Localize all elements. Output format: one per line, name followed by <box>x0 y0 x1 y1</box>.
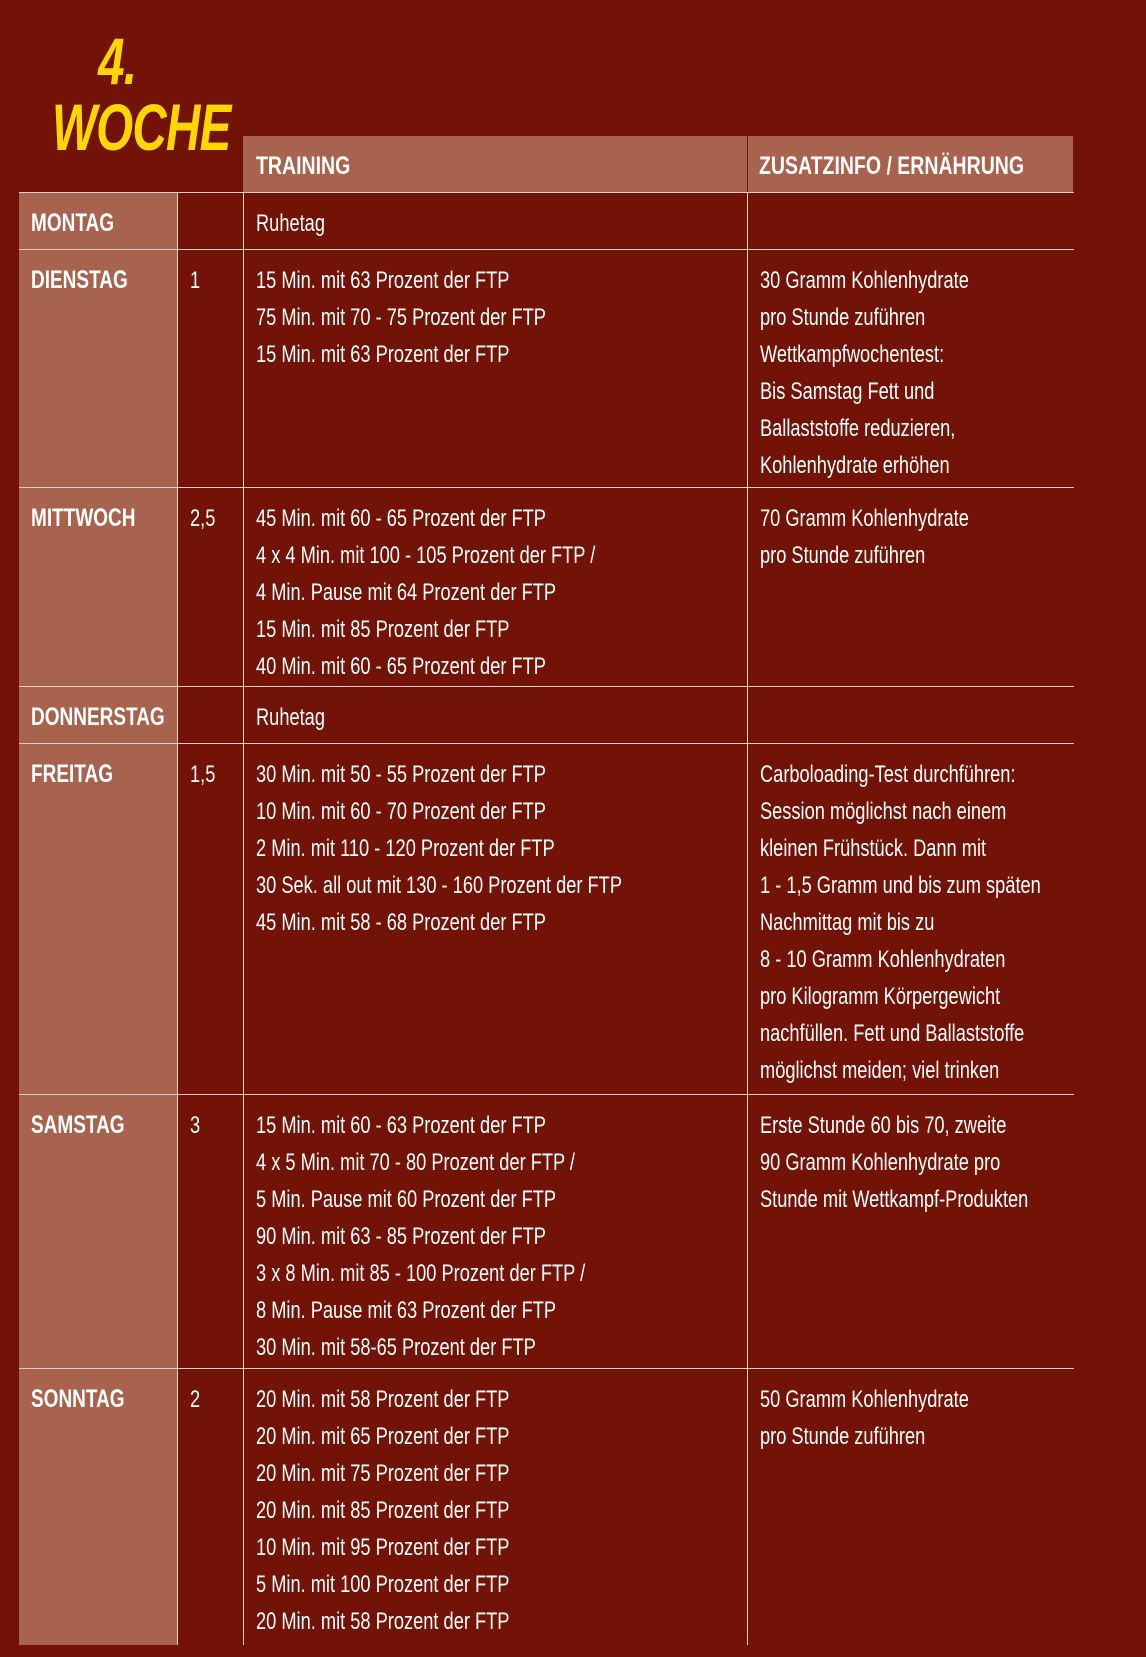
training-line: 4 x 5 Min. mit 70 - 80 Prozent der FTP / <box>256 1149 575 1176</box>
training-text <box>256 1107 585 1366</box>
hours-cell <box>177 488 244 686</box>
training-line: 4 Min. Pause mit 64 Prozent der FTP <box>256 579 557 606</box>
training-line: 10 Min. mit 60 - 70 Prozent der FTP <box>256 798 546 825</box>
table-row <box>19 1094 1074 1368</box>
info-line: 50 Gramm Kohlenhydrate <box>760 1386 969 1413</box>
info-line: pro Stunde zuführen <box>760 304 926 331</box>
training-line: 10 Min. mit 95 Prozent der FTP <box>256 1534 510 1561</box>
info-cell <box>747 488 1075 686</box>
table-row <box>19 1368 1074 1645</box>
info-line: 90 Gramm Kohlenhydrate pro <box>760 1149 1001 1176</box>
header-divider <box>747 136 748 192</box>
day-label: DIENSTAG <box>31 266 128 294</box>
hours-cell <box>177 193 244 249</box>
training-line: 15 Min. mit 63 Prozent der FTP <box>256 267 510 294</box>
training-line: 8 Min. Pause mit 63 Prozent der FTP <box>256 1297 557 1324</box>
training-text <box>256 756 622 941</box>
day-label: FREITAG <box>31 760 113 788</box>
training-table <box>19 192 1074 1645</box>
day-label: MONTAG <box>31 209 115 237</box>
training-text <box>256 205 325 242</box>
week-title <box>52 24 231 164</box>
day-cell <box>19 488 177 686</box>
day-cell <box>19 193 177 249</box>
training-line: Ruhetag <box>256 210 325 237</box>
info-cell <box>747 744 1075 1094</box>
hours-value: 1,5 <box>190 761 216 788</box>
training-line: 15 Min. mit 63 Prozent der FTP <box>256 341 510 368</box>
info-line: Session möglichst nach einem <box>760 798 1007 825</box>
info-text <box>760 1381 969 1455</box>
info-line: kleinen Frühstück. Dann mit <box>760 835 987 862</box>
training-cell <box>243 744 747 1094</box>
training-text <box>256 262 546 373</box>
hours-cell <box>177 1369 244 1645</box>
day-label: SAMSTAG <box>31 1111 125 1139</box>
info-cell <box>747 687 1075 743</box>
training-text <box>256 699 325 736</box>
training-cell <box>243 250 747 487</box>
info-text <box>760 500 969 574</box>
training-line: 20 Min. mit 58 Prozent der FTP <box>256 1608 510 1635</box>
training-cell <box>243 193 747 249</box>
hours-cell <box>177 250 244 487</box>
week-word: WOCHE <box>52 90 231 164</box>
training-line: 3 x 8 Min. mit 85 - 100 Prozent der FTP / <box>256 1260 586 1287</box>
hours-cell <box>177 1095 244 1368</box>
header-zusatzinfo: ZUSATZINFO / ERNÄHRUNG <box>759 152 1025 180</box>
day-cell <box>19 250 177 487</box>
training-line: 15 Min. mit 60 - 63 Prozent der FTP <box>256 1112 546 1139</box>
training-text <box>256 500 595 685</box>
info-line: Ballaststoffe reduzieren, <box>760 415 956 442</box>
table-row <box>19 743 1074 1094</box>
info-cell <box>747 193 1075 249</box>
info-line: 8 - 10 Gramm Kohlenhydraten <box>760 946 1006 973</box>
training-line: 75 Min. mit 70 - 75 Prozent der FTP <box>256 304 546 331</box>
info-line: Carboloading-Test durchführen: <box>760 761 1016 788</box>
hours-value: 1 <box>190 267 201 294</box>
info-line: Nachmittag mit bis zu <box>760 909 935 936</box>
table-row <box>19 249 1074 487</box>
info-line: Bis Samstag Fett und <box>760 378 935 405</box>
training-line: 30 Min. mit 50 - 55 Prozent der FTP <box>256 761 546 788</box>
day-cell <box>19 744 177 1094</box>
hours-value: 2 <box>190 1386 201 1413</box>
info-text <box>760 756 1041 1089</box>
info-line: 70 Gramm Kohlenhydrate <box>760 505 969 532</box>
info-line: pro Kilogramm Körpergewicht <box>760 983 1001 1010</box>
training-text <box>256 1381 509 1640</box>
training-line: 30 Min. mit 58-65 Prozent der FTP <box>256 1334 536 1361</box>
table-row <box>19 686 1074 743</box>
table-row <box>19 487 1074 686</box>
training-cell <box>243 687 747 743</box>
hours-cell <box>177 687 244 743</box>
training-line: 2 Min. mit 110 - 120 Prozent der FTP <box>256 835 555 862</box>
training-line: 5 Min. Pause mit 60 Prozent der FTP <box>256 1186 557 1213</box>
hours-value: 2,5 <box>190 505 216 532</box>
day-label: SONNTAG <box>31 1385 125 1413</box>
training-line: 45 Min. mit 58 - 68 Prozent der FTP <box>256 909 546 936</box>
day-cell <box>19 1095 177 1368</box>
day-cell <box>19 1369 177 1645</box>
hours-value: 3 <box>190 1112 201 1139</box>
info-text <box>760 262 969 484</box>
info-line: pro Stunde zuführen <box>760 542 926 569</box>
info-line: Erste Stunde 60 bis 70, zweite <box>760 1112 1007 1139</box>
info-cell <box>747 1369 1075 1645</box>
week-number: 4. <box>98 24 137 98</box>
training-line: 20 Min. mit 65 Prozent der FTP <box>256 1423 510 1450</box>
info-line: nachfüllen. Fett und Ballaststoffe <box>760 1020 1025 1047</box>
info-line: pro Stunde zuführen <box>760 1423 926 1450</box>
day-label: MITTWOCH <box>31 504 136 532</box>
training-line: 15 Min. mit 85 Prozent der FTP <box>256 616 510 643</box>
info-line: 30 Gramm Kohlenhydrate <box>760 267 969 294</box>
info-line: möglichst meiden; viel trinken <box>760 1057 1000 1084</box>
training-cell <box>243 1369 747 1645</box>
info-line: Wettkampfwochentest: <box>760 341 945 368</box>
info-cell <box>747 1095 1075 1368</box>
hours-cell <box>177 744 244 1094</box>
training-line: 20 Min. mit 58 Prozent der FTP <box>256 1386 510 1413</box>
training-line: 90 Min. mit 63 - 85 Prozent der FTP <box>256 1223 546 1250</box>
day-cell <box>19 687 177 743</box>
table-row <box>19 192 1074 249</box>
training-cell <box>243 488 747 686</box>
day-label: DONNERSTAG <box>31 703 165 731</box>
training-line: 40 Min. mit 60 - 65 Prozent der FTP <box>256 653 546 680</box>
info-line: Stunde mit Wettkampf-Produkten <box>760 1186 1029 1213</box>
training-line: 4 x 4 Min. mit 100 - 105 Prozent der FTP / <box>256 542 596 569</box>
info-cell <box>747 250 1075 487</box>
info-line: Kohlenhydrate erhöhen <box>760 452 950 479</box>
info-line: 1 - 1,5 Gramm und bis zum späten <box>760 872 1041 899</box>
training-line: 20 Min. mit 75 Prozent der FTP <box>256 1460 510 1487</box>
training-line: 30 Sek. all out mit 130 - 160 Prozent der FTP <box>256 872 622 899</box>
training-line: 20 Min. mit 85 Prozent der FTP <box>256 1497 510 1524</box>
header-training: TRAINING <box>256 152 351 180</box>
training-line: 45 Min. mit 60 - 65 Prozent der FTP <box>256 505 546 532</box>
training-line: 5 Min. mit 100 Prozent der FTP <box>256 1571 510 1598</box>
training-line: Ruhetag <box>256 704 325 731</box>
training-cell <box>243 1095 747 1368</box>
info-text <box>760 1107 1028 1218</box>
